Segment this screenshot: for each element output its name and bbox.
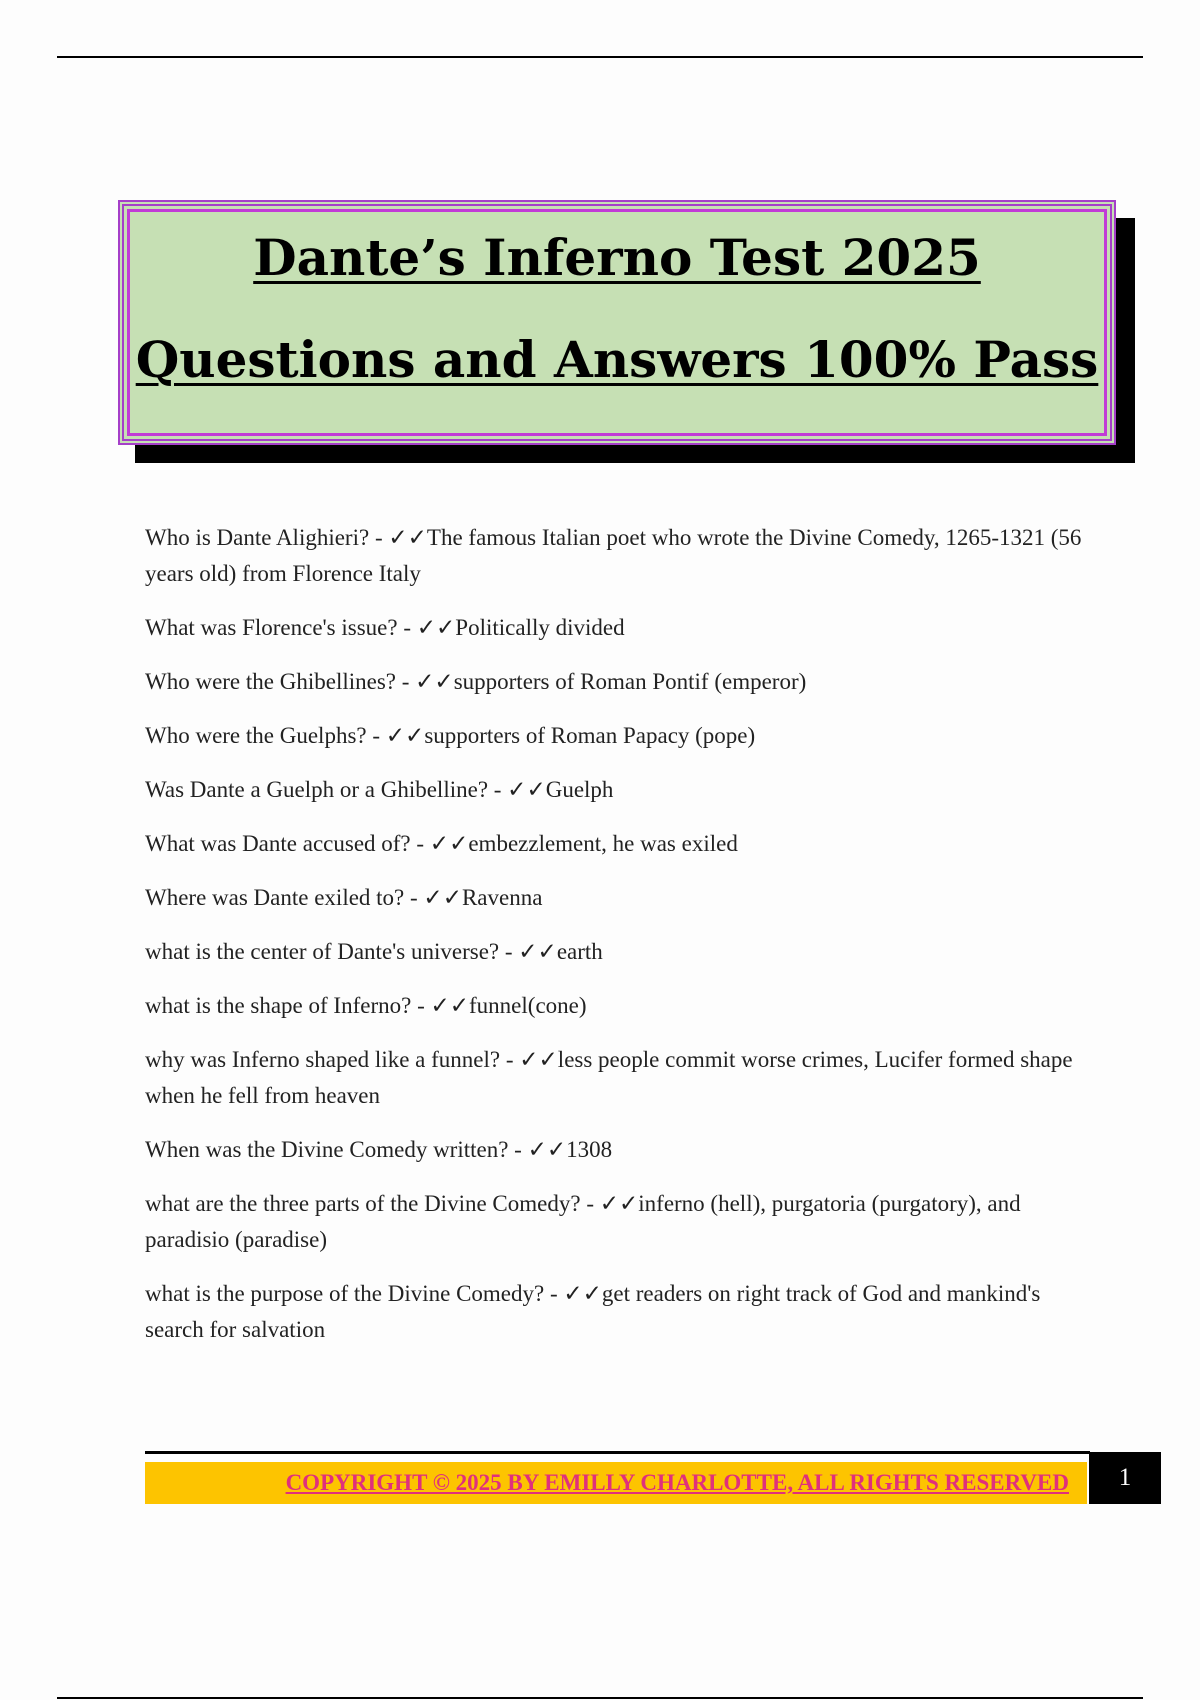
qa-item: why was Inferno shaped like a funnel? - ✓✓less people commit worse crimes, Lucifer formed shape when he fell from heaven — [145, 1047, 1073, 1108]
qa-item: what is the shape of Inferno? - ✓✓funnel(cone) — [145, 993, 587, 1018]
title-box — [118, 200, 1116, 445]
qa-item: What was Florence's issue? - ✓✓Politically divided — [145, 615, 625, 640]
page-number: 1 — [1089, 1452, 1161, 1504]
qa-item: When was the Divine Comedy written? - ✓✓1308 — [145, 1137, 613, 1162]
qa-item: Who were the Ghibellines? - ✓✓supporters of Roman Pontif (emperor) — [145, 669, 807, 694]
qa-list — [145, 520, 1090, 1366]
bottom-rule — [57, 1697, 1143, 1699]
header-rule — [57, 56, 1143, 58]
copyright-footer — [145, 1462, 1087, 1504]
qa-item: what is the center of Dante's universe? - ✓✓earth — [145, 939, 603, 964]
qa-item: Was Dante a Guelph or a Ghibelline? - ✓✓Guelph — [145, 777, 614, 802]
qa-item: Who were the Guelphs? - ✓✓supporters of Roman Papacy (pope) — [145, 723, 756, 748]
copyright-text: COPYRIGHT © 2025 BY EMILLY CHARLOTTE, ALL RIGHTS RESERVED — [285, 1470, 1069, 1495]
footer-rule — [145, 1451, 1090, 1454]
qa-item: Who is Dante Alighieri? - ✓✓The famous Italian poet who wrote the Divine Comedy, 1265-1321 (56 years old) from Florence Italy — [145, 525, 1082, 586]
qa-item: what is the purpose of the Divine Comedy? - ✓✓get readers on right track of God and mankind's search for salvation — [145, 1281, 1041, 1342]
qa-item: What was Dante accused of? - ✓✓embezzlement, he was exiled — [145, 831, 738, 856]
title-line-2: Questions and Answers 100% Pass — [135, 330, 1099, 389]
qa-item: what are the three parts of the Divine Comedy? - ✓✓inferno (hell), purgatoria (purgatory), and paradisio (paradise) — [145, 1191, 1021, 1252]
qa-item: Where was Dante exiled to? - ✓✓Ravenna — [145, 885, 543, 910]
title-line-1: Dante’s Inferno Test 2025 — [253, 228, 981, 287]
